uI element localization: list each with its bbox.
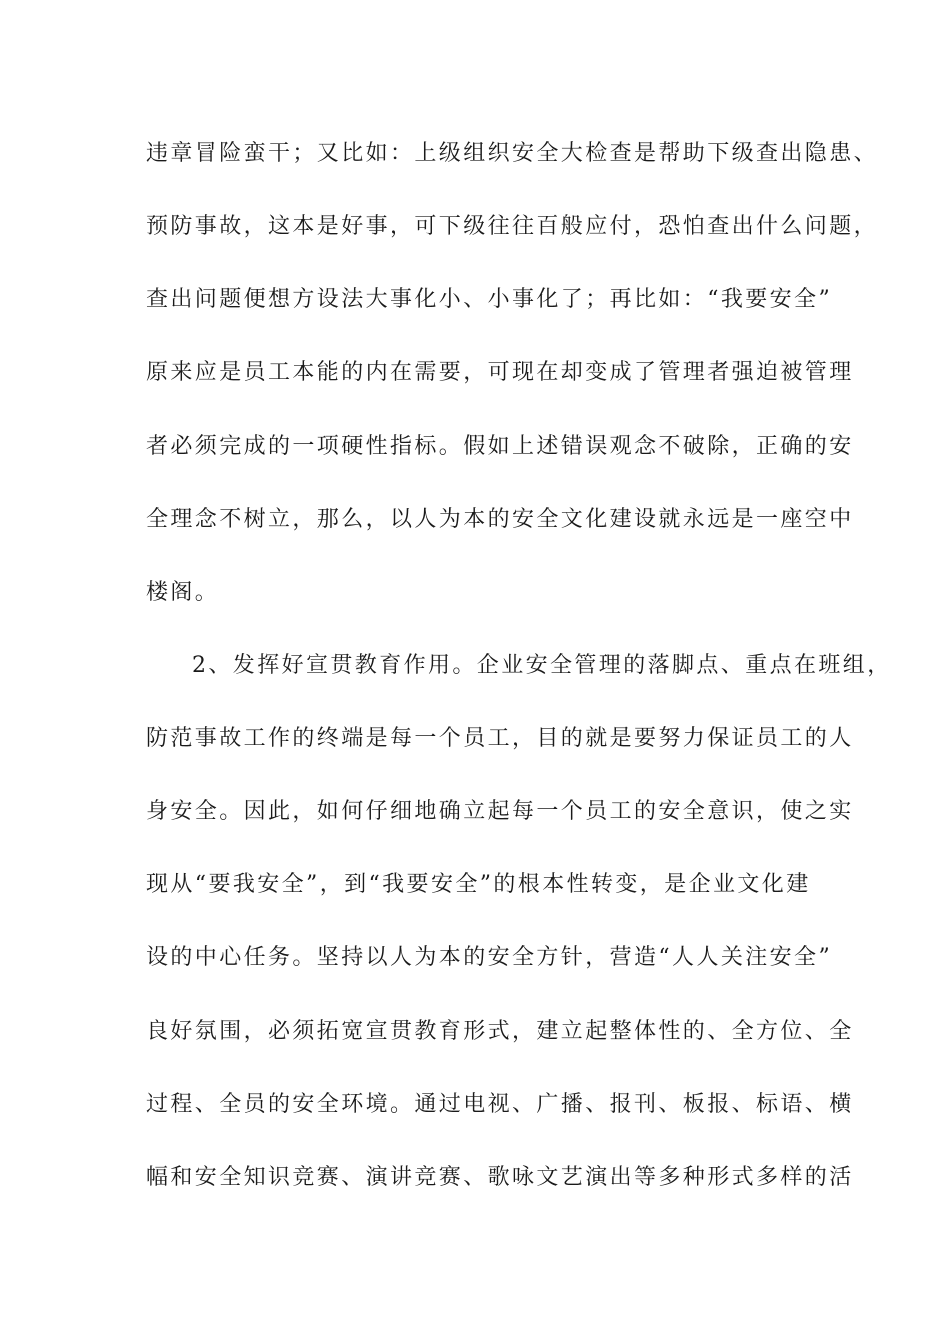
text-line: 全理念不树立，那么，以人为本的安全文化建设就永远是一座空中 (146, 507, 854, 532)
text-line: 者必须完成的一项硬性指标。假如上述错误观念不破除，正确的安 (146, 434, 854, 459)
paragraph-heading-line: 2、发挥好宣贯教育作用。企业安全管理的落脚点、重点在班组， (192, 653, 892, 678)
text-line: 防范事故工作的终端是每一个员工，目的就是要努力保证员工的人 (146, 726, 854, 751)
text-line: 幅和安全知识竞赛、演讲竞赛、歌咏文艺演出等多种形式多样的活 (146, 1165, 854, 1190)
text-line: 设的中心任务。坚持以人为本的安全方针，营造“人人关注安全” (146, 945, 833, 970)
text-line: 原来应是员工本能的内在需要，可现在却变成了管理者强迫被管理 (146, 360, 854, 385)
text-line: 预防事故，这本是好事，可下级往往百般应付，恐怕查出什么问题， (146, 214, 879, 239)
text-line: 查出问题便想方设法大事化小、小事化了；再比如：“我要安全” (146, 287, 833, 312)
text-line: 身安全。因此，如何仔细地确立起每一个员工的安全意识，使之实 (146, 799, 854, 824)
text-line: 楼阁。 (146, 580, 220, 605)
text-line: 过程、全员的安全环境。通过电视、广播、报刊、板报、标语、横 (146, 1092, 854, 1117)
text-line: 良好氛围，必须拓宽宣贯教育形式，建立起整体性的、全方位、全 (146, 1019, 854, 1044)
text-line: 违章冒险蛮干；又比如：上级组织安全大检查是帮助下级查出隐患、 (146, 141, 879, 166)
text-line: 现从“要我安全”，到“我要安全”的根本性转变，是企业文化建 (146, 872, 811, 897)
